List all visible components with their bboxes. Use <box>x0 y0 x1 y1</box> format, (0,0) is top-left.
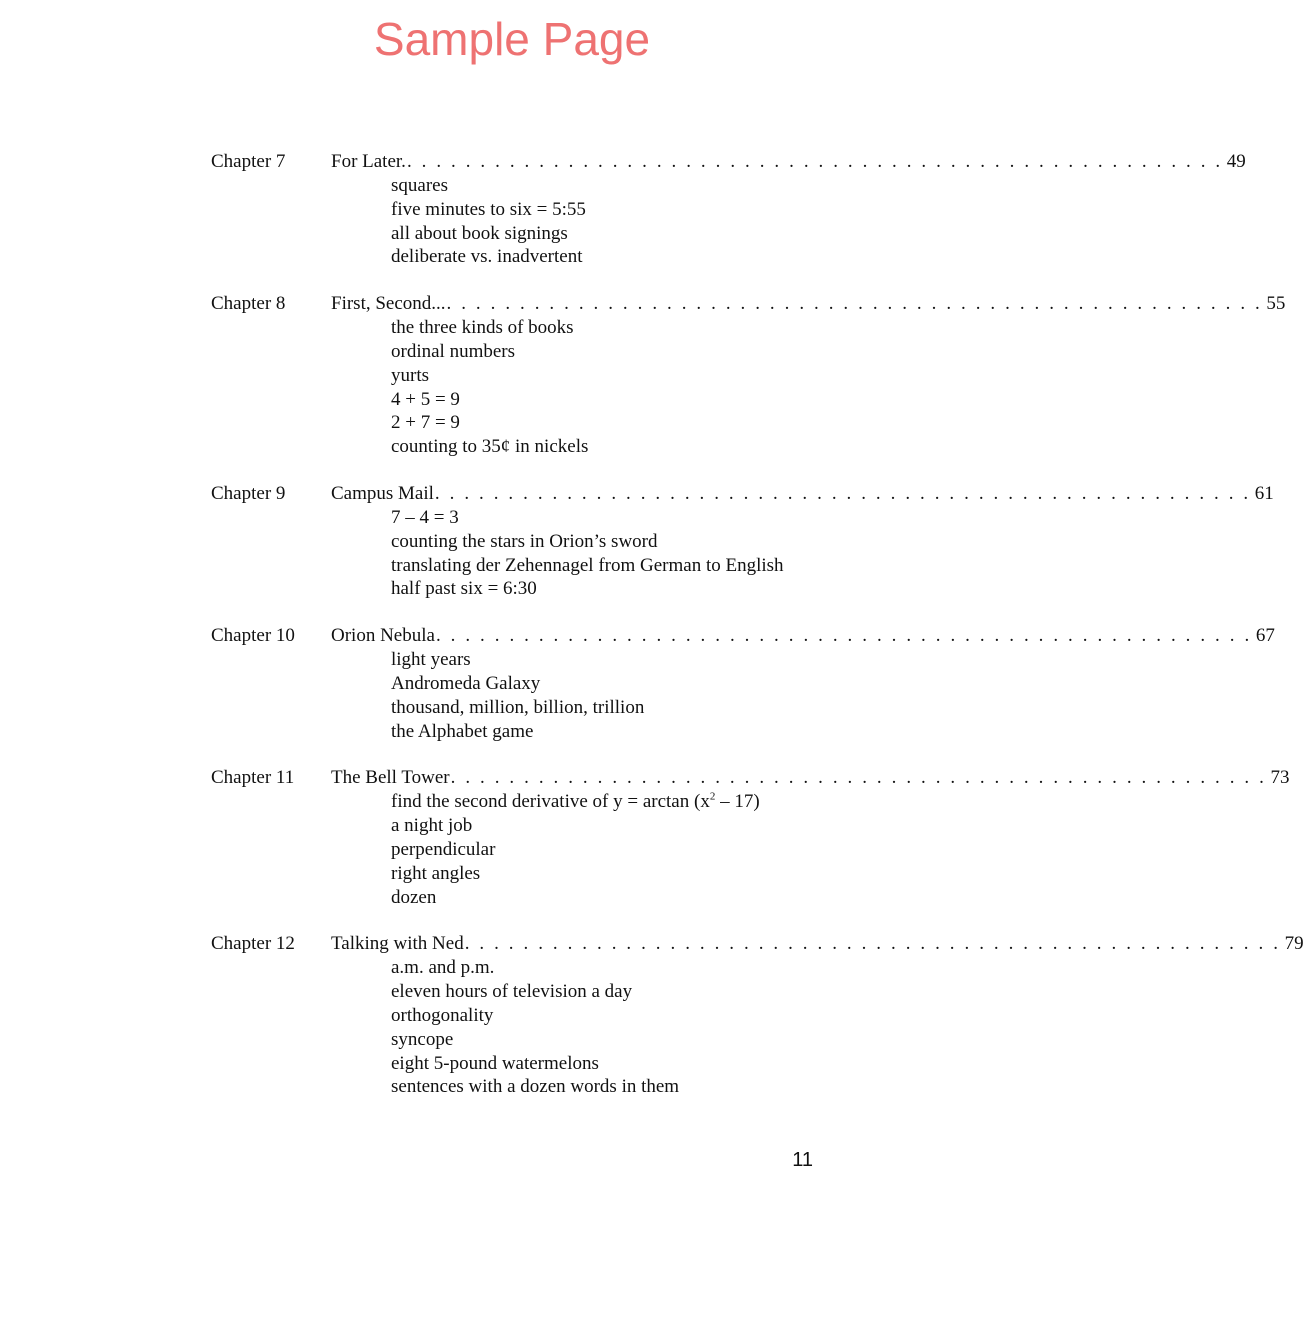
topic-item: sentences with a dozen words in them <box>391 1076 680 1098</box>
chapter-page-number: 79 <box>1284 933 1304 955</box>
chapter-label: Chapter 8 <box>211 293 286 315</box>
topic-item: all about book signings <box>391 222 568 244</box>
toc-chapter-8 <box>211 292 1286 459</box>
chapter-title: The Bell Tower <box>331 767 450 789</box>
topic-item: light years <box>391 649 471 671</box>
topic-item: orthogonality <box>391 1004 494 1026</box>
chapter-title: Orion Nebula <box>331 625 435 647</box>
chapter-label: Chapter 10 <box>211 625 295 647</box>
topic-item: thousand, million, billion, trillion <box>391 696 645 718</box>
chapter-page-number: 73 <box>1270 767 1290 789</box>
dot-leader: . . . . . . . . . . . . . . . . . . . . . . . . . . . . . . . . . . . . . . . . . . . . . . . . . . . . . . . . <box>434 482 1251 504</box>
chapter-title: Campus Mail <box>331 482 434 504</box>
chapter-label: Chapter 9 <box>211 482 286 504</box>
topic-item: right angles <box>391 862 481 884</box>
toc-entry[interactable] <box>211 624 1275 648</box>
chapter-page-number: 61 <box>1254 482 1274 504</box>
topic-item: eight 5-pound watermelons <box>391 1052 599 1074</box>
topic-item: yurts <box>391 364 429 386</box>
topic-item: ordinal numbers <box>391 340 516 362</box>
toc-chapter-10 <box>211 624 1275 743</box>
topic-item: a.m. and p.m. <box>391 957 495 979</box>
formula-text: find the second derivative of y = arctan (x <box>391 791 710 813</box>
table-of-contents <box>211 150 1304 1122</box>
sample-page-watermark: Sample Page <box>373 13 651 65</box>
formula-tail: – 17) <box>715 791 760 813</box>
dot-leader: . . . . . . . . . . . . . . . . . . . . . . . . . . . . . . . . . . . . . . . . . . . . . . . . . . . . . . . . <box>446 293 1263 315</box>
topic-item: a night job <box>391 815 473 837</box>
chapter-label: Chapter 12 <box>211 933 295 955</box>
toc-entry[interactable] <box>211 482 1274 506</box>
dot-leader: . . . . . . . . . . . . . . . . . . . . . . . . . . . . . . . . . . . . . . . . . . . . . . . . . . . . . . . . <box>450 767 1267 789</box>
topic-item: 2 + 7 = 9 <box>391 412 460 434</box>
toc-entry[interactable] <box>211 150 1246 174</box>
topic-item: the three kinds of books <box>391 317 574 339</box>
topic-list <box>211 506 813 601</box>
chapter-title: Talking with Ned <box>331 933 464 955</box>
toc-chapter-7 <box>211 150 1246 269</box>
topic-item: squares <box>391 175 448 196</box>
topic-item: dozen <box>391 886 437 908</box>
chapter-page-number: 55 <box>1266 293 1286 315</box>
chapter-page-number: 49 <box>1226 151 1246 172</box>
topic-item: 7 – 4 = 3 <box>391 506 459 528</box>
toc-chapter-12 <box>211 932 1304 1099</box>
topic-item: Andromeda Galaxy <box>391 672 541 694</box>
topic-item: counting to 35¢ in nickels <box>391 436 589 458</box>
toc-entry[interactable] <box>211 292 1286 316</box>
chapter-title: First, Second... <box>331 293 446 315</box>
topic-item: half past six = 6:30 <box>391 578 537 600</box>
topic-item: syncope <box>391 1028 454 1050</box>
toc-entry[interactable] <box>211 932 1304 956</box>
topic-list <box>211 956 813 1099</box>
topic-item: deliberate vs. inadvertent <box>391 246 583 268</box>
page-number: 11 <box>792 1149 813 1171</box>
topic-list <box>211 790 813 909</box>
topic-list <box>211 174 813 269</box>
topic-item-formula <box>391 790 813 814</box>
chapter-label: Chapter 11 <box>211 767 295 789</box>
topic-item: translating der Zehennagel from German to English <box>391 554 784 576</box>
topic-item: eleven hours of television a day <box>391 981 633 1003</box>
toc-chapter-11 <box>211 766 1290 909</box>
topic-item: the Alphabet game <box>391 720 534 742</box>
topic-item: counting the stars in Orion’s sword <box>391 530 658 552</box>
chapter-page-number: 67 <box>1255 625 1275 647</box>
dot-leader: . . . . . . . . . . . . . . . . . . . . . . . . . . . . . . . . . . . . . . . . . . . . . . . . . . . . . . . . <box>464 933 1281 955</box>
formula-superscript: 2 <box>709 791 716 804</box>
topic-list <box>211 648 813 743</box>
chapter-label: Chapter 7 <box>211 151 286 172</box>
topic-item: perpendicular <box>391 838 496 860</box>
toc-chapter-9 <box>211 482 1274 601</box>
topic-list <box>211 316 813 459</box>
topic-item: 4 + 5 = 9 <box>391 388 460 410</box>
dot-leader: . . . . . . . . . . . . . . . . . . . . . . . . . . . . . . . . . . . . . . . . . . . . . . . . . . . . . . . . <box>406 151 1223 172</box>
chapter-title: For Later. <box>331 151 406 172</box>
topic-item: five minutes to six = 5:55 <box>391 198 586 220</box>
dot-leader: . . . . . . . . . . . . . . . . . . . . . . . . . . . . . . . . . . . . . . . . . . . . . . . . . . . . . . . . <box>435 625 1252 647</box>
toc-entry[interactable] <box>211 766 1290 790</box>
